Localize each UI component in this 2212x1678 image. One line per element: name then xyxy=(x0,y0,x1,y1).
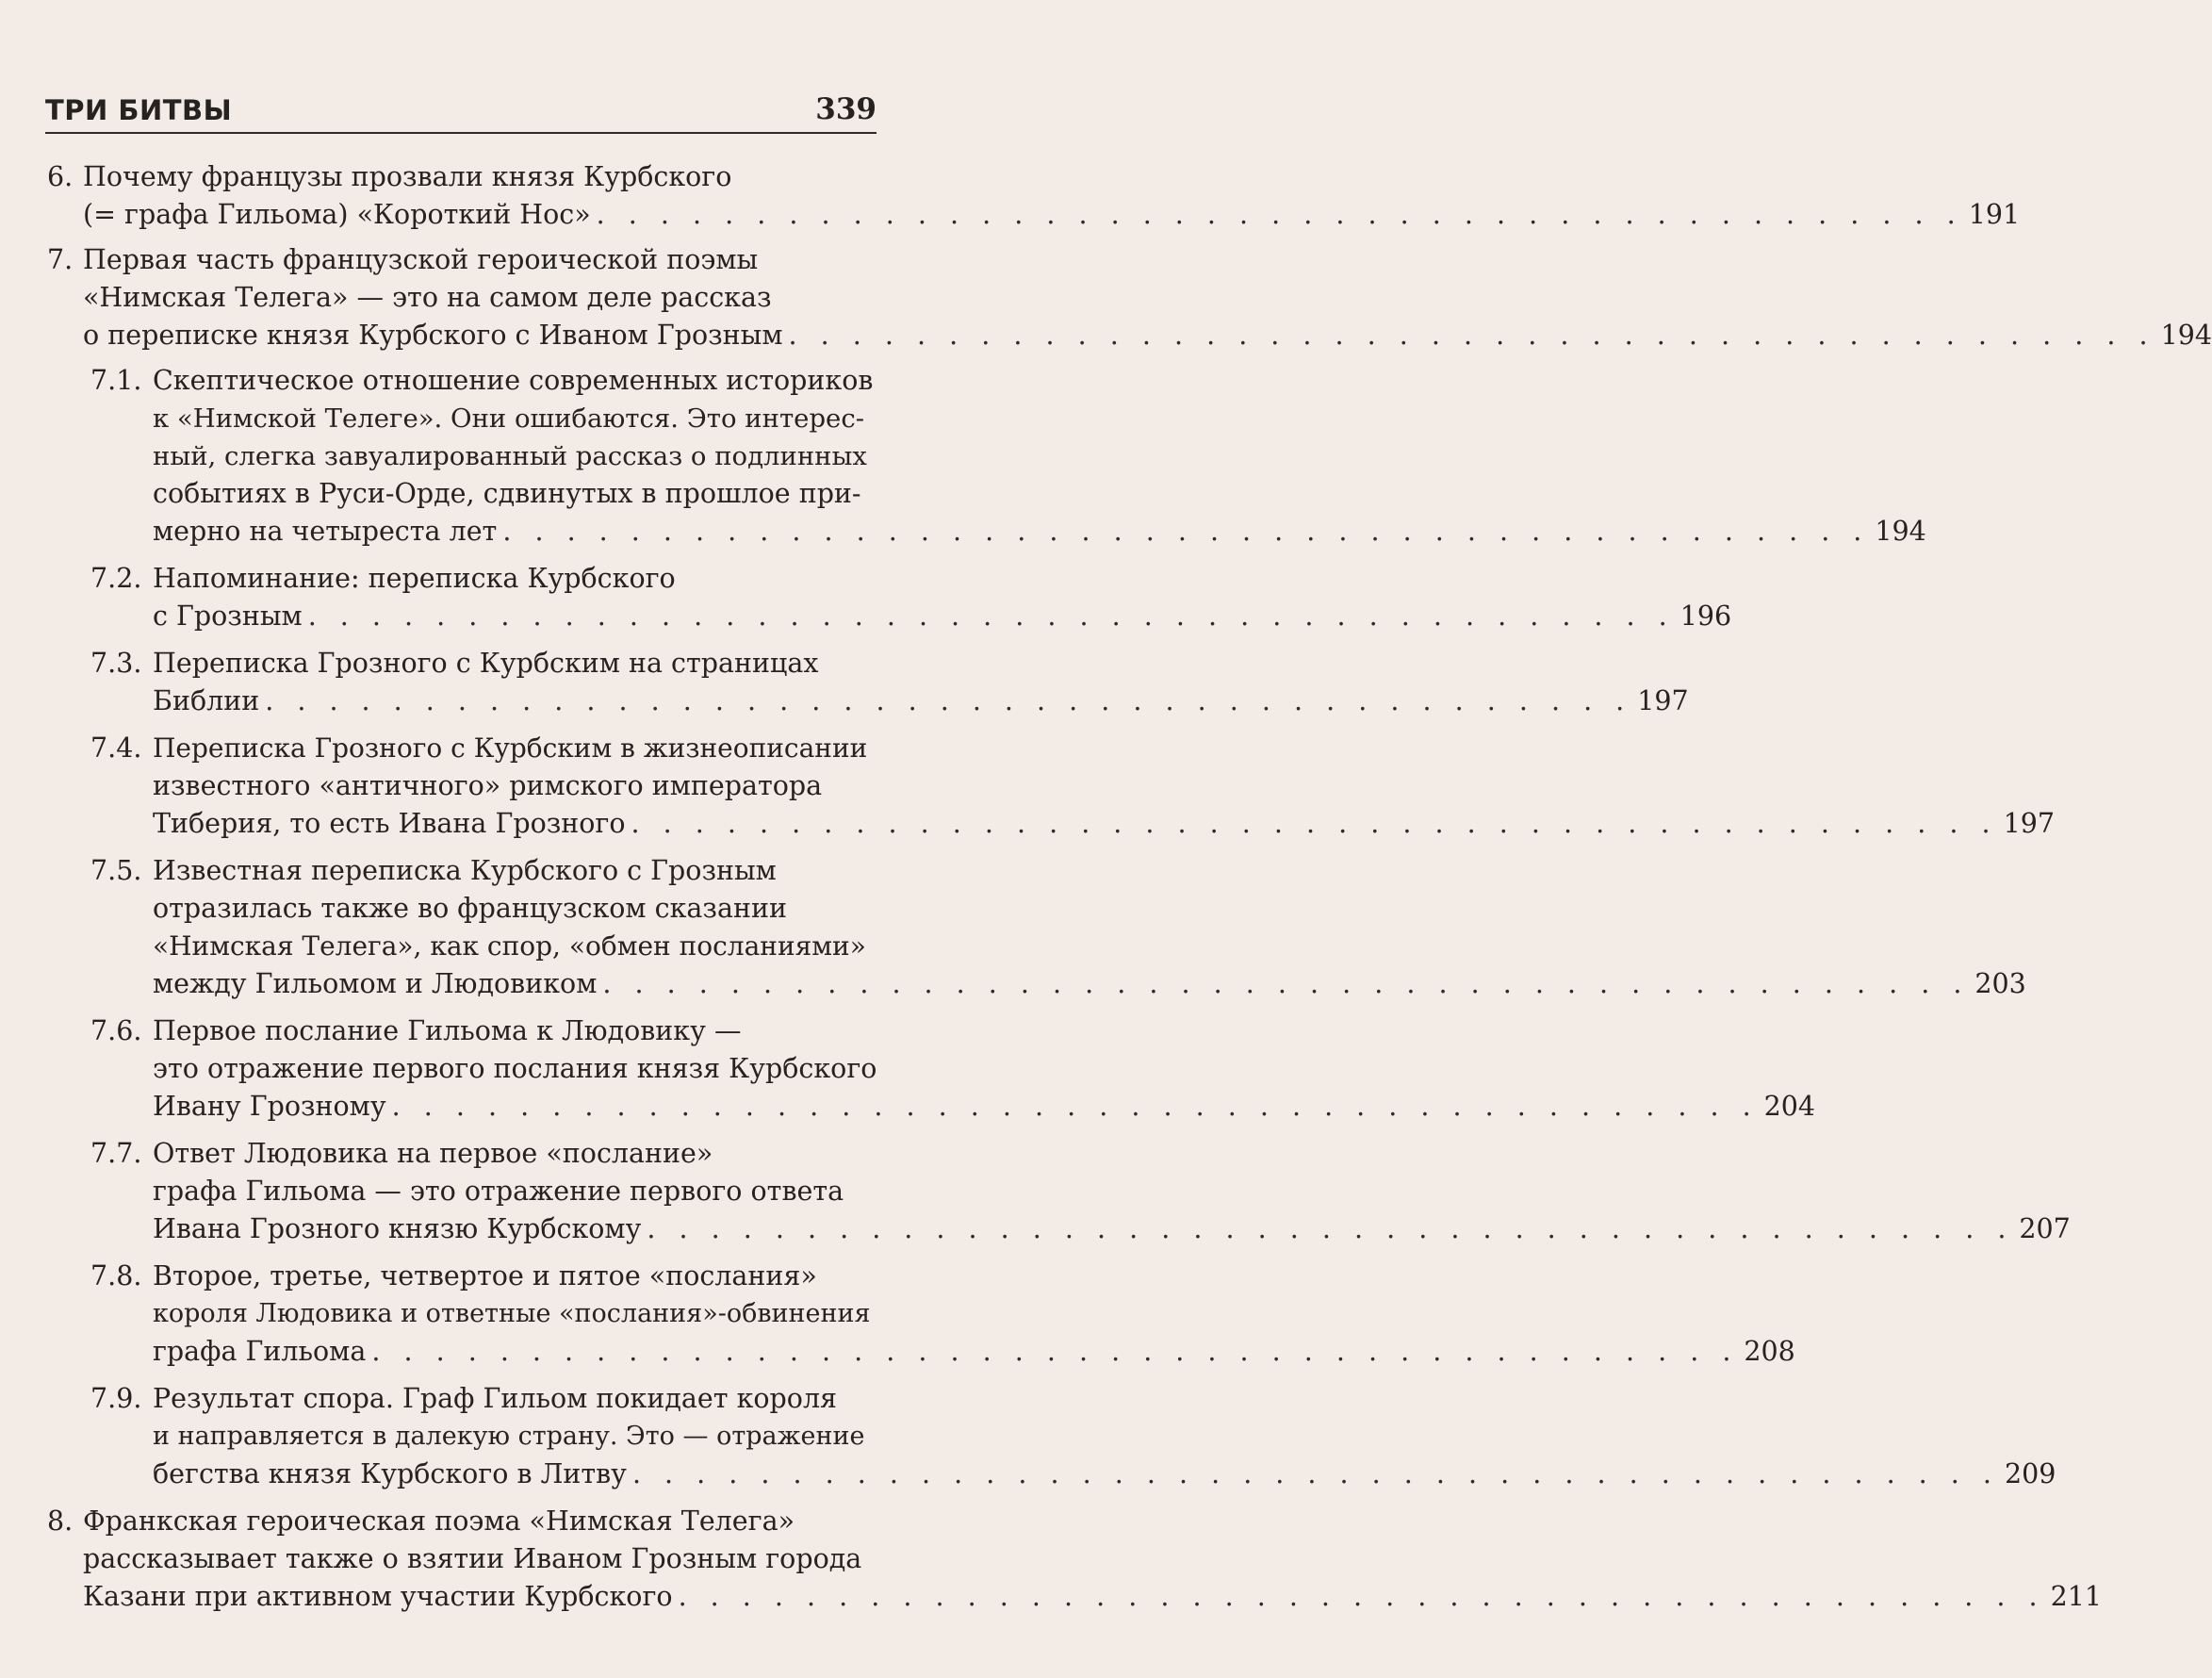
entry-text-line: графа Гильома xyxy=(153,1336,367,1367)
dot-leader: . . . . . . . . . . . . . . . . . . . . . . . . . . . . . . . . . . . . . . . . . . . xyxy=(647,1213,2014,1244)
entry-text-line: Скептическое отношение современных историков xyxy=(153,365,874,396)
entry-number: 6. xyxy=(47,161,74,192)
running-title: ТРИ БИТВЫ xyxy=(45,94,233,126)
entry-text-line: к «Нимской Телеге». Они ошибаются. Это интерес- xyxy=(153,403,865,434)
entry-text-line: и направляется в далекую страну. Это — отражение xyxy=(153,1422,865,1451)
entry-page: 197 xyxy=(1637,685,1689,716)
entry-text-line: «Нимская Телега» — это на самом деле рассказ xyxy=(83,282,772,313)
entry-page: 211 xyxy=(2050,1581,2103,1612)
entry-text-line: Ответ Людовика на первое «послание» xyxy=(153,1138,713,1169)
toc-entry-7-6[interactable] xyxy=(0,1012,1816,1126)
entry-text-line: между Гильомом и Людовиком xyxy=(153,968,598,999)
entry-text-line: Переписка Грозного с Курбским на страницах xyxy=(153,648,819,679)
entry-page: 194 xyxy=(1875,516,1926,547)
entry-number: 8. xyxy=(47,1505,74,1537)
entry-text-line: Ивана Грозного князю Курбскому xyxy=(153,1213,642,1244)
entry-text-line: Напоминание: переписка Курбского xyxy=(153,563,676,594)
entry-text-line: (= графа Гильома) «Короткий Нос» xyxy=(83,199,591,230)
entry-text-line: отразилась также во французском сказании xyxy=(153,893,787,924)
entry-number: 7.5. xyxy=(90,855,142,886)
entry-text-line: бегства князя Курбского в Литву xyxy=(153,1458,627,1489)
toc-entry-6[interactable] xyxy=(0,158,2021,234)
entry-text-line: Первая часть французской героической поэмы xyxy=(83,244,759,275)
entry-text-line: Ивану Грозному xyxy=(153,1091,386,1122)
entry-page: 191 xyxy=(1968,199,2021,230)
toc-entry-7-2[interactable] xyxy=(0,560,1732,635)
entry-text-line: Переписка Грозного с Курбским в жизнеописании xyxy=(153,732,868,764)
entry-text-line: ный, слегка завуалированный рассказ о подлинных xyxy=(153,441,867,471)
dot-leader: . . . . . . . . . . . . . . . . . . . . . . . . . . . . . . . . . . . . . . . . . . . xyxy=(602,968,1970,999)
running-header xyxy=(45,89,877,134)
entry-text-line: Библии xyxy=(153,685,260,716)
entry-page: 208 xyxy=(1744,1336,1795,1367)
entry-page: 196 xyxy=(1679,600,1732,632)
dot-leader: . . . . . . . . . . . . . . . . . . . . . . . . . . . . . . . . . . . . . . . . . . . xyxy=(631,808,1998,839)
entry-text-line: Франкская героическая поэма «Нимская Телега» xyxy=(83,1505,795,1537)
entry-text-line: «Нимская Телега», как спор, «обмен посланиями» xyxy=(153,930,866,962)
entry-text-line: графа Гильома — это отражение первого ответа xyxy=(153,1176,844,1207)
entry-page: 197 xyxy=(2003,808,2055,839)
entry-text-line: Почему французы прозвали князя Курбского xyxy=(83,161,732,192)
entry-text-line: это отражение первого послания князя Курбского xyxy=(153,1053,877,1084)
entry-number: 7.9. xyxy=(90,1383,142,1414)
dot-leader: . . . . . . . . . . . . . . . . . . . . . . . . . . . . . . . . . . . . . . . . . . . xyxy=(307,600,1675,632)
entry-text-line: Тиберия, то есть Ивана Грозного xyxy=(153,808,626,839)
dot-leader: . . . . . . . . . . . . . . . . . . . . . . . . . . . . . . . . . . . . . . . . . . . xyxy=(678,1581,2045,1612)
entry-text-line: Второе, третье, четвертое и пятое «послания» xyxy=(153,1260,817,1291)
entry-number: 7.1. xyxy=(90,365,142,396)
entry-text-line: известного «античного» римского императора xyxy=(153,770,823,801)
dot-leader: . . . . . . . . . . . . . . . . . . . . . . . . . . . . . . . . . . . . . . . . . . . xyxy=(631,1458,1999,1489)
dot-leader: . . . . . . . . . . . . . . . . . . . . . . . . . . . . . . . . . . . . . . . . . . . xyxy=(502,516,1870,547)
entry-text-line: рассказывает также о взятии Иваном Грозным города xyxy=(83,1543,862,1574)
entry-text-line: с Грозным xyxy=(153,600,303,632)
toc-entry-7-4[interactable] xyxy=(0,730,2055,843)
entry-number: 7.2. xyxy=(90,563,142,594)
entry-text-line: о переписке князя Курбского с Иваном Грозным xyxy=(83,320,783,351)
dot-leader: . . . . . . . . . . . . . . . . . . . . . . . . . . . . . . . . . . . . . . . . . . . xyxy=(265,685,1632,716)
toc-entry-7-5[interactable] xyxy=(0,852,2026,1003)
entry-number: 7.3. xyxy=(90,648,142,679)
dot-leader: . . . . . . . . . . . . . . . . . . . . . . . . . . . . . . . . . . . . . . . . . . . xyxy=(371,1336,1739,1367)
entry-page: 204 xyxy=(1763,1091,1816,1122)
table-of-contents xyxy=(0,158,2212,1625)
entry-page: 203 xyxy=(1974,968,2026,999)
entry-text-line: Первое послание Гильома к Людовику — xyxy=(153,1015,742,1046)
dot-leader: . . . . . . . . . . . . . . . . . . . . . . . . . . . . . . . . . . . . . . . . . . . xyxy=(596,199,1963,230)
dot-leader: . . . . . . . . . . . . . . . . . . . . . . . . . . . . . . . . . . . . . . . . . . . xyxy=(788,320,2155,351)
dot-leader: . . . . . . . . . . . . . . . . . . . . . . . . . . . . . . . . . . . . . . . . . . . xyxy=(391,1091,1759,1122)
toc-entry-7-1[interactable] xyxy=(0,362,1926,551)
entry-text-line: Известная переписка Курбского с Грозным xyxy=(153,855,777,886)
toc-entry-7[interactable] xyxy=(0,241,2212,354)
entry-page: 209 xyxy=(2004,1458,2056,1489)
toc-entry-8[interactable] xyxy=(0,1503,2103,1616)
entry-text-line: Результат спора. Граф Гильом покидает короля xyxy=(153,1383,838,1414)
entry-number: 7.8. xyxy=(90,1260,142,1291)
entry-number: 7. xyxy=(47,244,74,275)
toc-entry-7-7[interactable] xyxy=(0,1135,2071,1248)
entry-number: 7.6. xyxy=(90,1015,142,1046)
entry-page: 194 xyxy=(2160,320,2212,351)
entry-number: 7.7. xyxy=(90,1138,142,1169)
page-number: 339 xyxy=(815,92,877,126)
toc-entry-7-3[interactable] xyxy=(0,645,1689,720)
entry-text-line: мерно на четыреста лет xyxy=(153,516,498,547)
toc-entry-7-9[interactable] xyxy=(0,1380,2056,1493)
entry-number: 7.4. xyxy=(90,732,142,764)
entry-text-line: Казани при активном участии Курбского xyxy=(83,1581,673,1612)
toc-entry-7-8[interactable] xyxy=(0,1258,1795,1371)
entry-text-line: короля Людовика и ответные «послания»-обвинения xyxy=(153,1299,871,1328)
entry-page: 207 xyxy=(2019,1213,2071,1244)
entry-text-line: событиях в Руси-Орде, сдвинутых в прошлое при- xyxy=(153,478,861,509)
